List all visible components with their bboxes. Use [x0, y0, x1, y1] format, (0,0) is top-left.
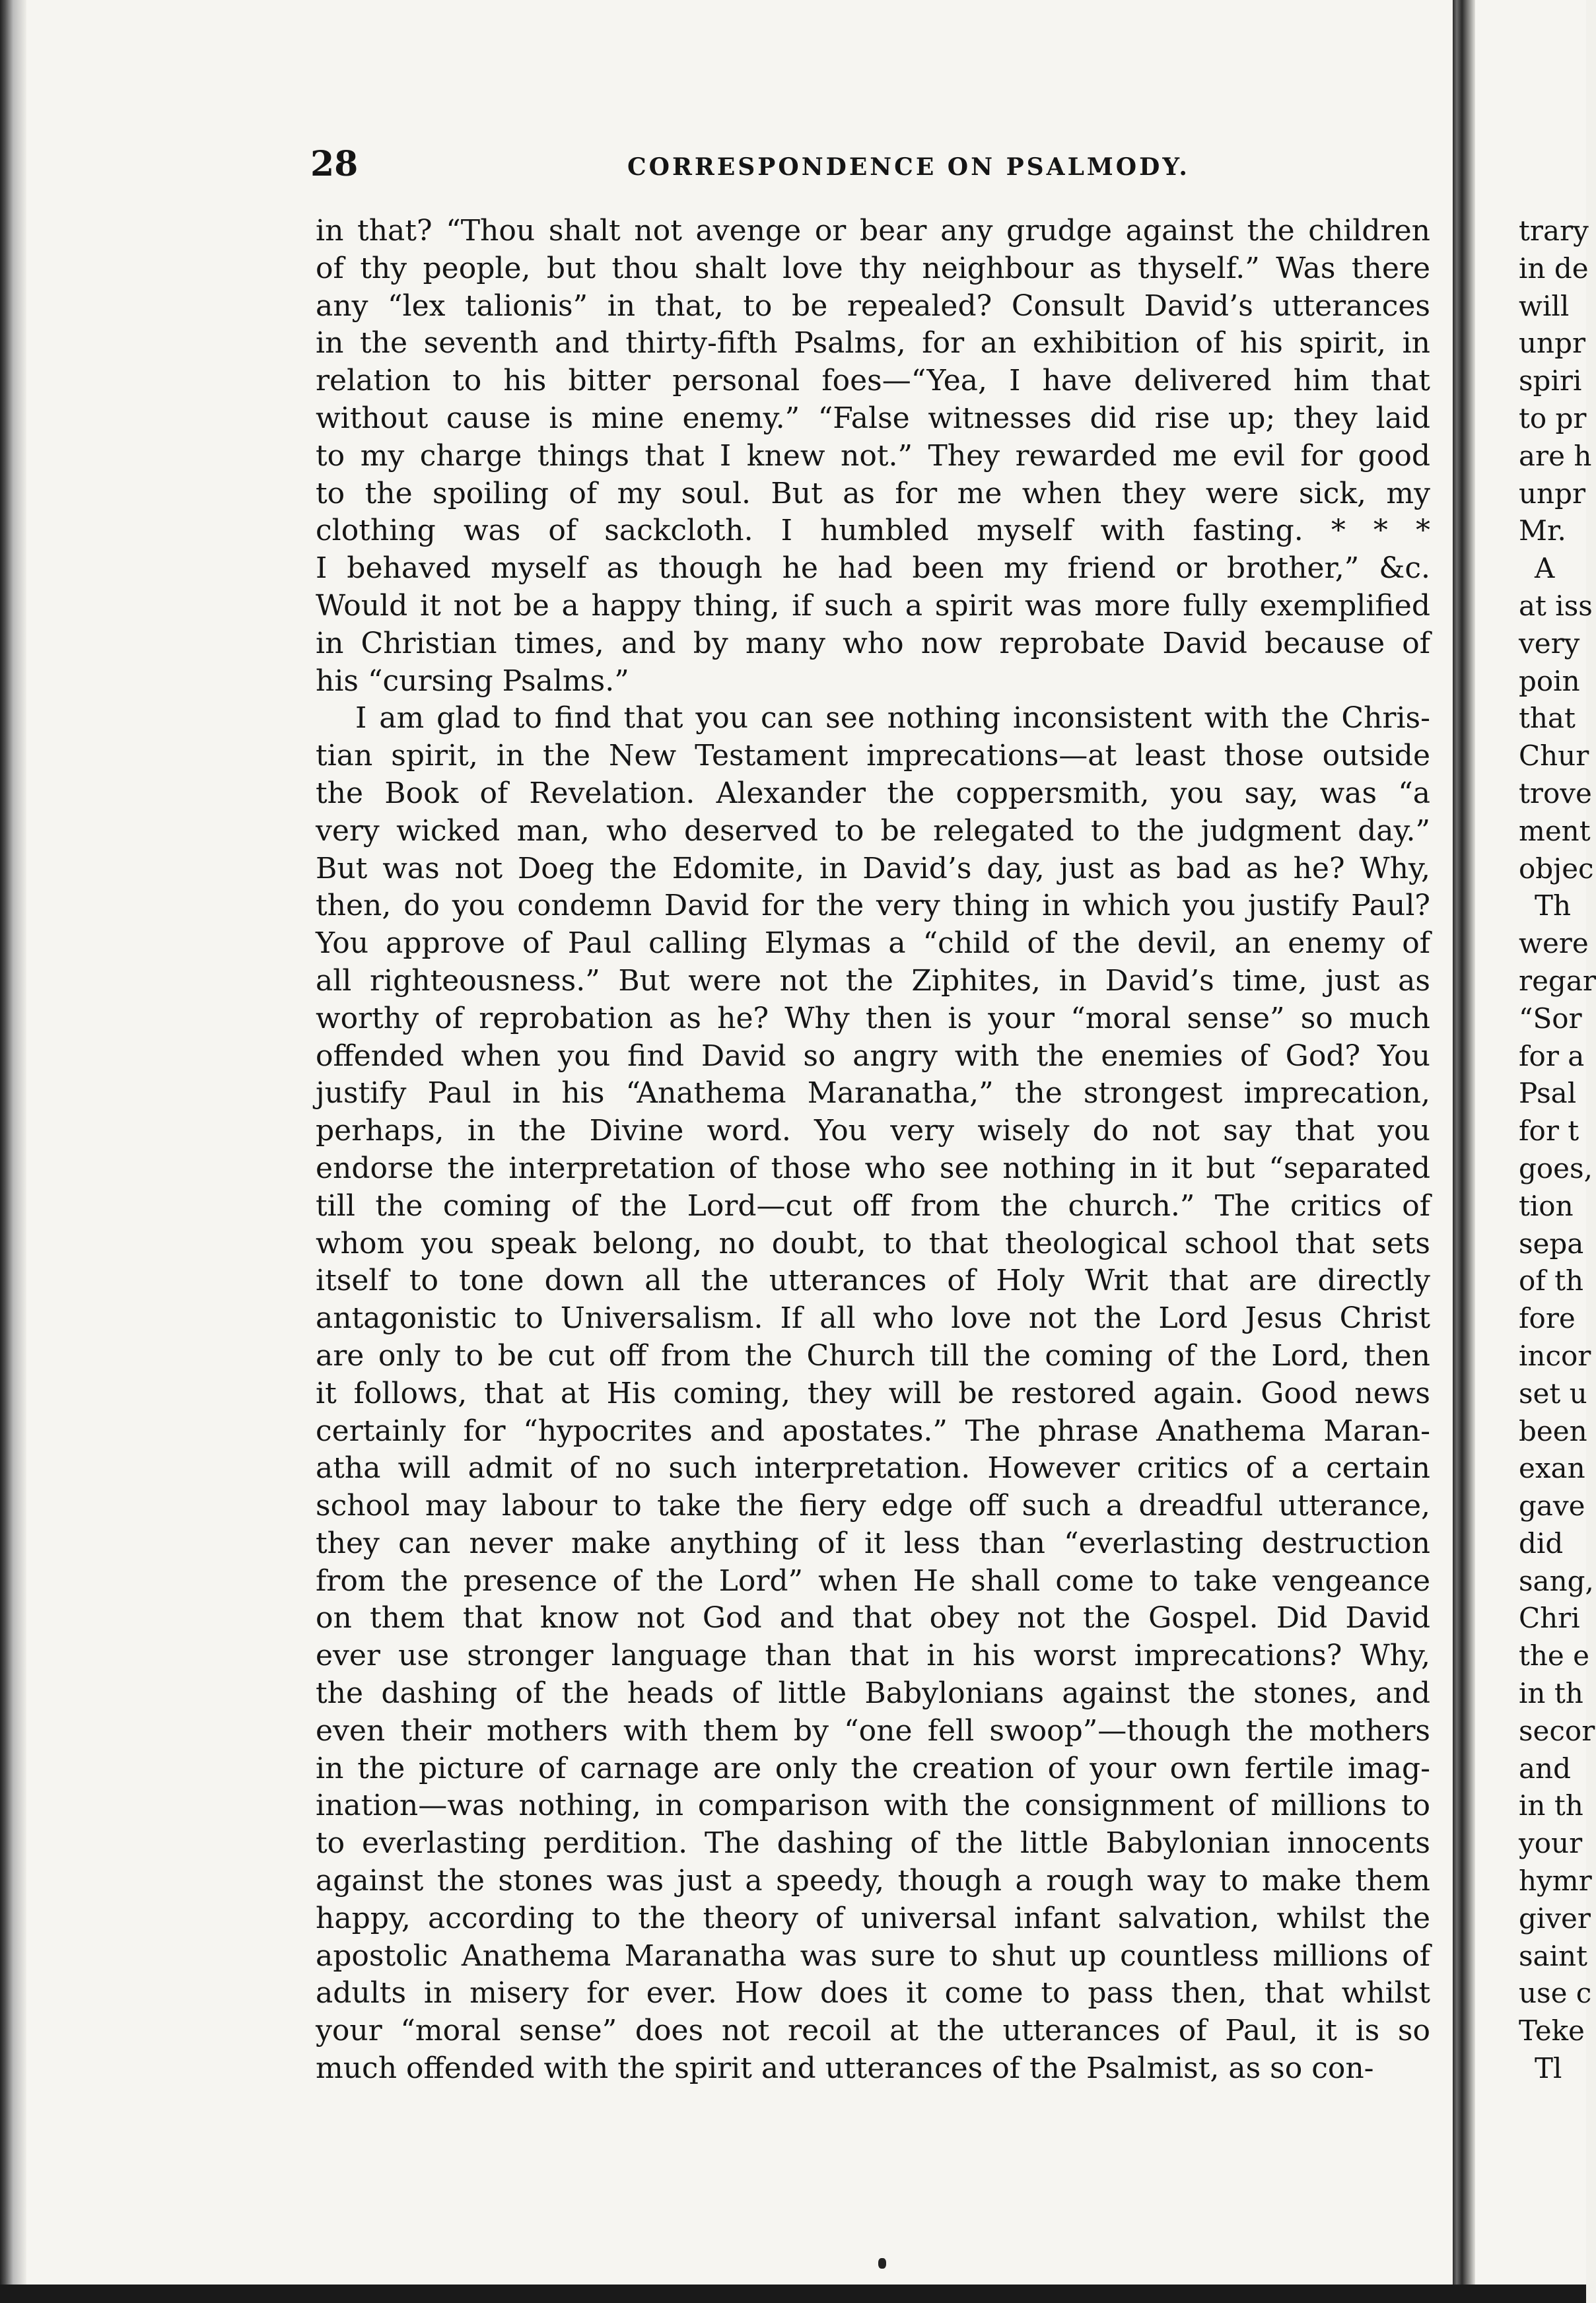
text-line: atha will admit of no such interpretation. However critics of a certain [316, 1451, 1430, 1486]
adjacent-text-fragment: did [1519, 1527, 1564, 1560]
adjacent-text-fragment: Mr. [1519, 514, 1566, 547]
text-line: any “lex talionis” in that, to be repealed? Consult David’s utterances [316, 289, 1430, 323]
adjacent-text-fragment: spiri [1519, 364, 1582, 397]
text-line: offended when you find David so angry with the enemies of God? You [316, 1039, 1430, 1073]
text-line: I behaved myself as though he had been my friend or brother,” &c. [316, 551, 1430, 586]
text-line: endorse the interpretation of those who see nothing in it but “separated [316, 1151, 1430, 1185]
page-number: 28 [310, 144, 359, 184]
text-line: certainly for “hypocrites and apostates.” The phrase Anathema Maran- [316, 1414, 1430, 1448]
adjacent-text-fragment: been [1519, 1414, 1587, 1447]
adjacent-text-fragment: Teke [1519, 2014, 1585, 2047]
adjacent-text-fragment: of th [1519, 1264, 1584, 1297]
adjacent-text-fragment: A [1535, 552, 1555, 585]
text-line: justify Paul in his “Anathema Maranatha,” the strongest imprecation, [316, 1076, 1430, 1111]
text-line: to my charge things that I knew not.” They rewarded me evil for good [316, 438, 1430, 473]
text-line: adults in misery for ever. How does it come to pass then, that whilst [316, 1976, 1430, 2011]
text-line: in Christian times, and by many who now reprobate David because of [316, 626, 1430, 660]
adjacent-text-fragment: the e [1519, 1639, 1589, 1672]
text-line: in the seventh and thirty-fifth Psalms, for an exhibition of his spirit, in [316, 326, 1430, 361]
text-line: ever use stronger language than that in his worst imprecations? Why, [316, 1639, 1430, 1673]
adjacent-text-fragment: Psal [1519, 1077, 1577, 1110]
adjacent-text-fragment: giver [1519, 1902, 1591, 1935]
text-line: from the presence of the Lord” when He shall come to take vengeance [316, 1564, 1430, 1598]
adjacent-text-fragment: sepa [1519, 1227, 1584, 1260]
adjacent-text-fragment: that [1519, 702, 1576, 735]
text-line: even their mothers with them by “one fell swoop”—though the mothers [316, 1713, 1430, 1748]
text-line: whom you speak belong, no doubt, to that theological school that sets [316, 1226, 1430, 1260]
text-line: of thy people, but thou shalt love thy neighbour as thyself.” Was there [316, 251, 1430, 285]
text-line: without cause is mine enemy.” “False witnesses did rise up; they laid [316, 401, 1430, 435]
text-line: are only to be cut off from the Church till the coming of the Lord, then [316, 1338, 1430, 1373]
adjacent-text-fragment: fore [1519, 1302, 1576, 1335]
text-line: against the stones was just a speedy, though a rough way to make them [316, 1864, 1430, 1898]
text-line: much offended with the spirit and utterances of the Psalmist, as so con- [316, 2051, 1374, 2086]
adjacent-text-fragment: ment [1519, 814, 1591, 847]
text-line: his “cursing Psalms.” [316, 664, 629, 698]
book-gutter [1453, 0, 1475, 2303]
adjacent-text-fragment: gave [1519, 1490, 1585, 1523]
text-line: it follows, that at His coming, they will be restored again. Good news [316, 1376, 1430, 1410]
adjacent-text-fragment: and [1519, 1752, 1571, 1785]
adjacent-text-fragment: trove [1519, 776, 1592, 809]
text-line: antagonistic to Universalism. If all who love not the Lord Jesus Christ [316, 1301, 1430, 1336]
text-line: But was not Doeg the Edomite, in David’s day, just as bad as he? Why, [316, 851, 1430, 885]
adjacent-text-fragment: for a [1519, 1039, 1585, 1072]
text-line: You approve of Paul calling Elymas a “child of the devil, an enemy of [316, 926, 1430, 961]
text-line: relation to his bitter personal foes—“Yea, I have delivered him that [316, 364, 1430, 398]
text-line: in the picture of carnage are only the creation of your own fertile imag- [316, 1751, 1430, 1785]
text-line: Would it not be a happy thing, if such a spirit was more fully exemplified [316, 588, 1430, 623]
adjacent-text-fragment: “Sor [1519, 1002, 1582, 1035]
adjacent-text-fragment: incor [1519, 1339, 1591, 1372]
adjacent-text-fragment: poin [1519, 664, 1580, 697]
adjacent-text-fragment: use c [1519, 1977, 1592, 2010]
adjacent-text-fragment: tion [1519, 1189, 1574, 1222]
adjacent-text-fragment: goes, [1519, 1152, 1593, 1185]
page-left-edge-shadow [0, 0, 26, 2303]
adjacent-page-fragment [1519, 213, 1596, 2088]
text-line: clothing was of sackcloth. I humbled myself with fasting. * * * [316, 514, 1430, 548]
text-line: worthy of reprobation as he? Why then is your “moral sense” so much [316, 1001, 1430, 1035]
text-line: ination—was nothing, in comparison with the consignment of millions to [316, 1789, 1430, 1823]
text-line: all righteousness.” But were not the Ziphites, in David’s time, just as [316, 963, 1430, 998]
text-line: on them that know not God and that obey not the Gospel. Did David [316, 1601, 1430, 1635]
adjacent-text-fragment: Chur [1519, 739, 1589, 773]
adjacent-text-fragment: trary [1519, 215, 1589, 247]
page-bottom-edge [0, 2285, 1586, 2303]
adjacent-text-fragment: your [1519, 1827, 1583, 1860]
adjacent-text-fragment: set u [1519, 1377, 1587, 1410]
adjacent-text-fragment: very [1519, 627, 1580, 660]
text-line: to the spoiling of my soul. But as for me when they were sick, my [316, 476, 1430, 510]
adjacent-text-fragment: regar [1519, 964, 1596, 997]
adjacent-text-fragment: exan [1519, 1452, 1585, 1485]
adjacent-text-fragment: hymr [1519, 1865, 1592, 1898]
adjacent-text-fragment: in th [1519, 1677, 1583, 1710]
adjacent-text-fragment: in de [1519, 252, 1589, 285]
text-line: the Book of Revelation. Alexander the coppersmith, you say, was “a [316, 776, 1430, 810]
adjacent-text-fragment: at iss [1519, 589, 1593, 622]
ink-speck [878, 2258, 886, 2269]
adjacent-text-fragment: to pr [1519, 401, 1587, 434]
adjacent-text-fragment: were [1519, 927, 1589, 960]
text-line: in that? “Thou shalt not avenge or bear any grudge against the children [316, 214, 1430, 248]
adjacent-text-fragment: for t [1519, 1115, 1579, 1148]
adjacent-text-fragment: saint [1519, 1939, 1587, 1972]
text-line: school may labour to take the fiery edge off such a dreadful utterance, [316, 1489, 1430, 1523]
adjacent-text-fragment: secor [1519, 1714, 1595, 1747]
text-line: I am glad to find that you can see nothing inconsistent with the Chris- [355, 701, 1430, 736]
text-line: tian spirit, in the New Testament imprecations—at least those outside [316, 739, 1430, 773]
text-line: your “moral sense” does not recoil at the utterances of Paul, it is so [316, 2014, 1430, 2048]
main-text-column [316, 213, 1430, 2088]
adjacent-text-fragment: sang, [1519, 1564, 1594, 1597]
adjacent-text-fragment: are h [1519, 439, 1592, 472]
text-line: apostolic Anathema Maranatha was sure to shut up countless millions of [316, 1939, 1430, 1973]
text-line: then, do you condemn David for the very thing in which you justify Paul? [316, 889, 1430, 923]
text-line: to everlasting perdition. The dashing of the little Babylonian innocents [316, 1826, 1430, 1861]
text-line: perhaps, in the Divine word. You very wisely do not say that you [316, 1114, 1430, 1148]
text-line: they can never make anything of it less than “everlasting destruction [316, 1526, 1430, 1560]
adjacent-text-fragment: in th [1519, 1789, 1583, 1822]
text-line: happy, according to the theory of universal infant salvation, whilst the [316, 1901, 1430, 1935]
adjacent-text-fragment: objec [1519, 852, 1594, 885]
text-line: the dashing of the heads of little Babylonians against the stones, and [316, 1676, 1430, 1711]
adjacent-text-fragment: will [1519, 289, 1570, 322]
text-line: till the coming of the Lord—cut off from the church.” The critics of [316, 1188, 1430, 1223]
adjacent-text-fragment: Tl [1535, 2052, 1562, 2085]
running-head [310, 144, 1433, 184]
text-line: itself to tone down all the utterances of Holy Writ that are directly [316, 1264, 1430, 1298]
text-line: very wicked man, who deserved to be relegated to the judgment day.” [316, 813, 1430, 848]
adjacent-text-fragment: unpr [1519, 327, 1586, 360]
running-title: CORRESPONDENCE ON PSALMODY. [627, 153, 1190, 181]
adjacent-text-fragment: Th [1535, 889, 1572, 922]
adjacent-text-fragment: Chri [1519, 1602, 1580, 1635]
adjacent-text-fragment: unpr [1519, 477, 1586, 510]
